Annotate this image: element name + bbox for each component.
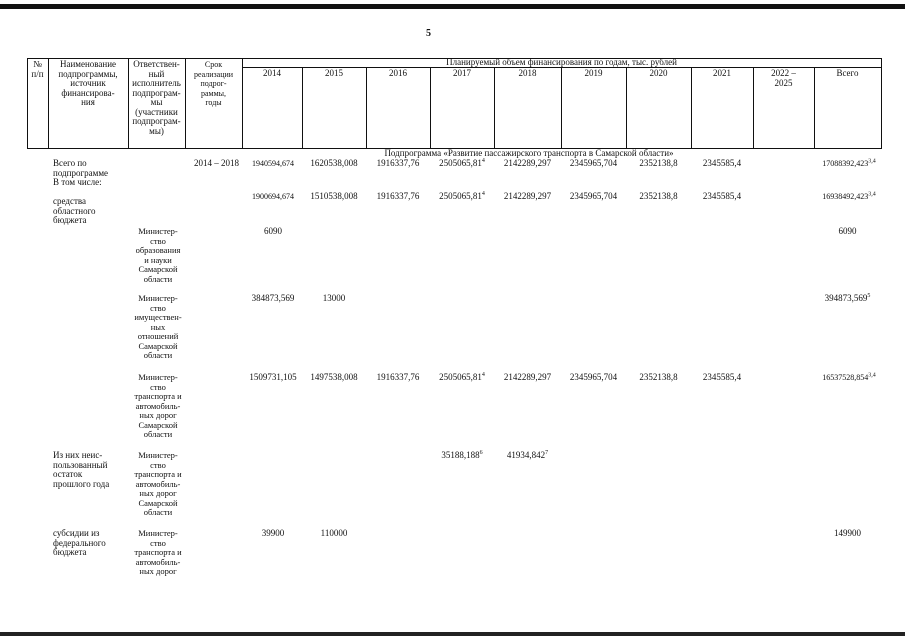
header-year-2018: 2018: [518, 68, 537, 78]
row-education-executor: Министер- ство образования и науки Самарской области: [135, 226, 181, 284]
header-col-term: Срок реализации подрог- раммы, годы: [193, 60, 234, 107]
row-regional-2020: 2352138,8: [639, 191, 678, 201]
header-year-2019: 2019: [584, 68, 603, 78]
row-transport-2021: 2345585,4: [702, 372, 742, 382]
col-border-7: [430, 67, 431, 149]
row-property-executor: Министер- ство имуществен- ных отношений Самарской области: [134, 293, 182, 360]
row-transport-2016: 1916337,76: [376, 372, 420, 382]
row-transport-sum: [814, 373, 884, 383]
header-total: Всего: [836, 68, 859, 78]
row-transport-sum-value: 16537528,854: [822, 373, 869, 382]
row-property-sum: [814, 294, 881, 304]
col-border-13: [814, 67, 815, 149]
header-year-2020: 2020: [649, 68, 668, 78]
subprogram-title: Подпрограмма «Развитие пассажирского транспорта в Самарской области»: [384, 148, 674, 158]
row-unused-2017: [430, 451, 494, 461]
header-col-plan: Планируемый объем финансирования по годам, тыс. рублей: [446, 57, 677, 67]
row-regional-2018: 2142289,297: [503, 191, 552, 201]
row-property-2014: 384873,569: [251, 293, 295, 303]
row-total-2018: 2142289,297: [503, 158, 552, 168]
row-federal-name: субсидии из федерального бюджета: [53, 528, 106, 557]
row-total-name: Всего по подпрограмме В том числе:: [53, 158, 109, 187]
row-unused-2017-note: 6: [479, 450, 483, 456]
row-total-sum-note: 3,4: [868, 158, 876, 165]
row-transport-2017-value: 2505065,81: [439, 372, 482, 382]
header-year-2016: 2016: [389, 68, 407, 78]
row-regional-2016: 1916337,76: [376, 191, 420, 201]
page-number: 5: [426, 28, 431, 39]
row-transport-2019: 2345965,704: [569, 372, 618, 382]
row-regional-2017: [430, 192, 494, 202]
row-total-2021: 2345585,4: [702, 158, 742, 168]
row-regional-2017-value: 2505065,81: [439, 191, 482, 201]
top-rule: [0, 4, 905, 9]
col-border-9: [561, 67, 562, 149]
row-unused-2018: [494, 451, 561, 461]
row-regional-2014: 1900694,674: [252, 192, 294, 201]
row-unused-2018-value: 41934,842: [506, 450, 546, 460]
header-col-name: Наименование подпрограммы, источник финансирова- ния: [58, 59, 118, 107]
col-border-5: [302, 67, 303, 149]
row-total-2020: 2352138,8: [639, 158, 678, 168]
header-year-2022-2025: 2022 – 2025: [771, 68, 796, 88]
row-regional-sum: [814, 192, 884, 202]
row-transport-2020: 2352138,8: [639, 372, 678, 382]
row-total-2017-note: 4: [481, 158, 485, 164]
row-transport-2015: 1497538,008: [310, 372, 358, 382]
row-federal-sum: 149900: [834, 528, 861, 538]
row-unused-2017-value: 35188,188: [441, 450, 480, 460]
row-property-sum-value: 394873,569: [824, 293, 868, 303]
row-federal-2014: 39900: [261, 528, 285, 538]
row-total-sum: [814, 159, 884, 169]
row-total-sum-value: 17088392,423: [822, 159, 869, 168]
row-regional-2015: 1510538,008: [310, 191, 358, 201]
row-federal-2015: 110000: [320, 528, 348, 538]
row-unused-name: Из них неис- пользованный остаток прошлого года: [53, 450, 110, 489]
col-border-6: [366, 67, 367, 149]
row-transport-2017: [430, 373, 494, 383]
row-total-2016: 1916337,76: [376, 158, 420, 168]
row-unused-2018-note: 7: [545, 450, 549, 456]
header-col-no: № п/п: [31, 59, 44, 79]
col-border-8: [494, 67, 495, 149]
row-regional-2019: 2345965,704: [569, 191, 618, 201]
header-year-2014: 2014: [263, 68, 281, 78]
row-regional-name: средства областного бюджета: [53, 196, 96, 225]
row-property-sum-note: 5: [867, 293, 871, 299]
row-education-2014: 6090: [264, 226, 282, 236]
col-border-11: [691, 67, 692, 149]
row-total-2015: 1620538,008: [310, 158, 358, 168]
header-year-2017: 2017: [453, 68, 471, 78]
row-total-2019: 2345965,704: [569, 158, 618, 168]
bottom-rule: [0, 632, 905, 636]
row-transport-2017-note: 4: [481, 372, 485, 378]
header-col-executor: Ответствен- ный исполнитель подпрограм- мы (участники подпрограм- мы): [132, 59, 181, 136]
row-total-2017-value: 2505065,81: [439, 158, 482, 168]
row-regional-2021: 2345585,4: [702, 191, 742, 201]
row-property-2015: 13000: [322, 293, 346, 303]
row-federal-executor: Министер- ство транспорта и автомобиль- ных дорог: [134, 528, 182, 576]
header-year-2021: 2021: [713, 68, 731, 78]
header-year-2015: 2015: [325, 68, 343, 78]
row-total-2014: 1940594,674: [252, 159, 294, 168]
col-border-10: [626, 67, 627, 149]
row-total-term: 2014 – 2018: [194, 158, 239, 168]
row-education-sum: 6090: [838, 226, 857, 236]
row-transport-sum-note: 3,4: [868, 372, 876, 379]
row-total-2017: [430, 159, 494, 169]
row-transport-2014: 1509731,105: [249, 372, 297, 382]
row-regional-sum-value: 16938492,423: [822, 192, 869, 201]
row-regional-2017-note: 4: [481, 191, 485, 197]
row-regional-sum-note: 3,4: [868, 191, 876, 198]
row-transport-executor: Министер- ство транспорта и автомобиль- ных дорог Самарской области: [134, 372, 182, 439]
row-unused-executor: Министер- ство транспорта и автомобиль- ных дорог Самарской области: [134, 450, 182, 517]
row-transport-2018: 2142289,297: [503, 372, 552, 382]
col-border-14: [881, 58, 882, 149]
